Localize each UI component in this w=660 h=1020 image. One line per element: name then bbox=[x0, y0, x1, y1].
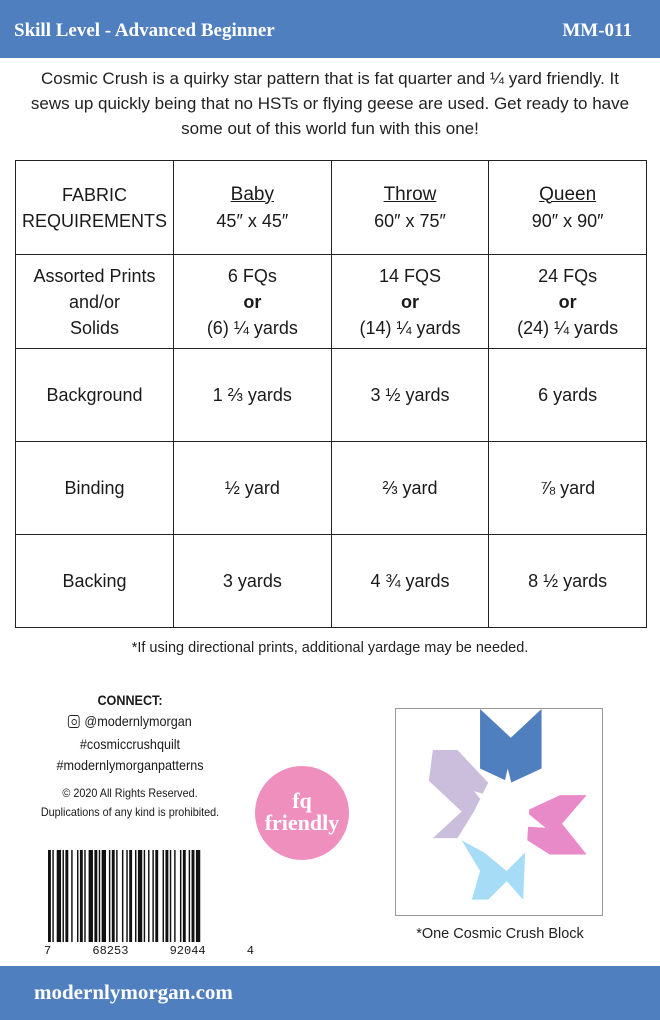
or-text: or bbox=[243, 291, 262, 312]
skill-level: Skill Level - Advanced Beginner bbox=[14, 20, 275, 41]
barcode bbox=[48, 850, 248, 944]
size-dims: 45″ x 45″ bbox=[216, 210, 289, 231]
table-cell: 1 ⅔ yards bbox=[174, 349, 332, 442]
intro-text: Cosmic Crush is a quirky star pattern that is fat quarter and ¼ yard friendly. It sews up quickly being that no HSTs or flying geese are used. Get ready to have some out of this world fun with this one! bbox=[30, 69, 630, 138]
yard-amount: (6) ¼ yards bbox=[206, 317, 298, 338]
yard-amount: (14) ¼ yards bbox=[359, 317, 461, 338]
duplication-text: Duplications of any kind is prohibited. bbox=[40, 805, 220, 819]
table-row-binding bbox=[16, 442, 647, 535]
instagram-icon bbox=[68, 715, 80, 728]
barcode-digit: 7 bbox=[44, 944, 52, 958]
table-cell: 4 ¾ yards bbox=[331, 535, 489, 628]
copyright-text: © 2020 All Rights Reserved. bbox=[62, 786, 198, 800]
size-name: Queen bbox=[539, 183, 597, 205]
table-header-label bbox=[16, 161, 174, 255]
website-link[interactable]: modernlymorgan.com bbox=[34, 980, 233, 1004]
connect-title: CONNECT: bbox=[97, 692, 163, 708]
sky-piece bbox=[462, 840, 526, 899]
table-cell: ½ yard bbox=[174, 442, 332, 535]
row-label: Binding bbox=[16, 442, 174, 535]
fq-amount: 24 FQs bbox=[538, 265, 598, 286]
instagram-handle[interactable] bbox=[68, 711, 192, 732]
directional-prints-note: *If using directional prints, additional yardage may be needed. bbox=[131, 640, 529, 656]
table-cell bbox=[489, 255, 647, 349]
pattern-code: MM-011 bbox=[562, 20, 632, 41]
cosmic-crush-block bbox=[395, 708, 603, 916]
size-dims: 60″ x 75″ bbox=[374, 210, 446, 231]
row-label: Backing bbox=[16, 535, 174, 628]
fabric-requirements-table bbox=[15, 160, 647, 628]
table-row-backing bbox=[16, 535, 647, 628]
table-cell: 6 yards bbox=[489, 349, 647, 442]
size-dims: 90″ x 90″ bbox=[531, 210, 604, 231]
table-cell bbox=[174, 255, 332, 349]
table-cell: 3 yards bbox=[174, 535, 332, 628]
table-cell bbox=[331, 255, 489, 349]
table-row-background bbox=[16, 349, 647, 442]
label-line: Assorted Prints bbox=[33, 265, 156, 286]
yard-amount: (24) ¼ yards bbox=[517, 317, 619, 338]
barcode-digit: 4 bbox=[246, 944, 254, 958]
fq-friendly-badge bbox=[255, 766, 349, 860]
or-text: or bbox=[558, 291, 577, 312]
barcode-digit: 92044 bbox=[169, 944, 206, 958]
table-row-prints bbox=[16, 255, 647, 349]
size-throw bbox=[331, 161, 489, 255]
fq-amount: 6 FQs bbox=[227, 265, 277, 286]
table-header-row bbox=[16, 161, 647, 255]
hashtag-quilt: #cosmiccrushquilt bbox=[79, 736, 181, 752]
hashtag-patterns: #modernlymorganpatterns bbox=[56, 757, 204, 773]
size-baby bbox=[174, 161, 332, 255]
table-cell: ⅔ yard bbox=[331, 442, 489, 535]
size-queen bbox=[489, 161, 647, 255]
or-text: or bbox=[400, 291, 419, 312]
footer-bar bbox=[0, 966, 660, 1020]
header-line-2: REQUIREMENTS bbox=[21, 210, 167, 231]
row-label bbox=[16, 255, 174, 349]
barcode-digits bbox=[44, 944, 254, 958]
table-cell: ⅞ yard bbox=[489, 442, 647, 535]
row-label: Background bbox=[16, 349, 174, 442]
fq-amount: 14 FQS bbox=[378, 265, 441, 286]
barcode-digit: 68253 bbox=[92, 944, 129, 958]
blue-piece bbox=[480, 709, 542, 783]
size-name: Throw bbox=[383, 183, 437, 205]
connect-section bbox=[40, 690, 220, 822]
label-line: Solids bbox=[69, 317, 120, 338]
block-caption: *One Cosmic Crush Block bbox=[416, 926, 584, 942]
header-bar bbox=[0, 0, 660, 58]
table-cell: 3 ½ yards bbox=[331, 349, 489, 442]
copyright bbox=[40, 784, 220, 822]
quilt-block-illustration bbox=[396, 709, 601, 914]
badge-line-1: fq bbox=[292, 788, 312, 813]
table-cell: 8 ½ yards bbox=[489, 535, 647, 628]
badge-line-2: friendly bbox=[264, 810, 340, 835]
label-line: and/or bbox=[68, 291, 121, 312]
header-line-1: FABRIC bbox=[61, 184, 127, 205]
size-name: Baby bbox=[230, 183, 274, 205]
instagram-text: @modernlymorgan bbox=[84, 713, 192, 729]
